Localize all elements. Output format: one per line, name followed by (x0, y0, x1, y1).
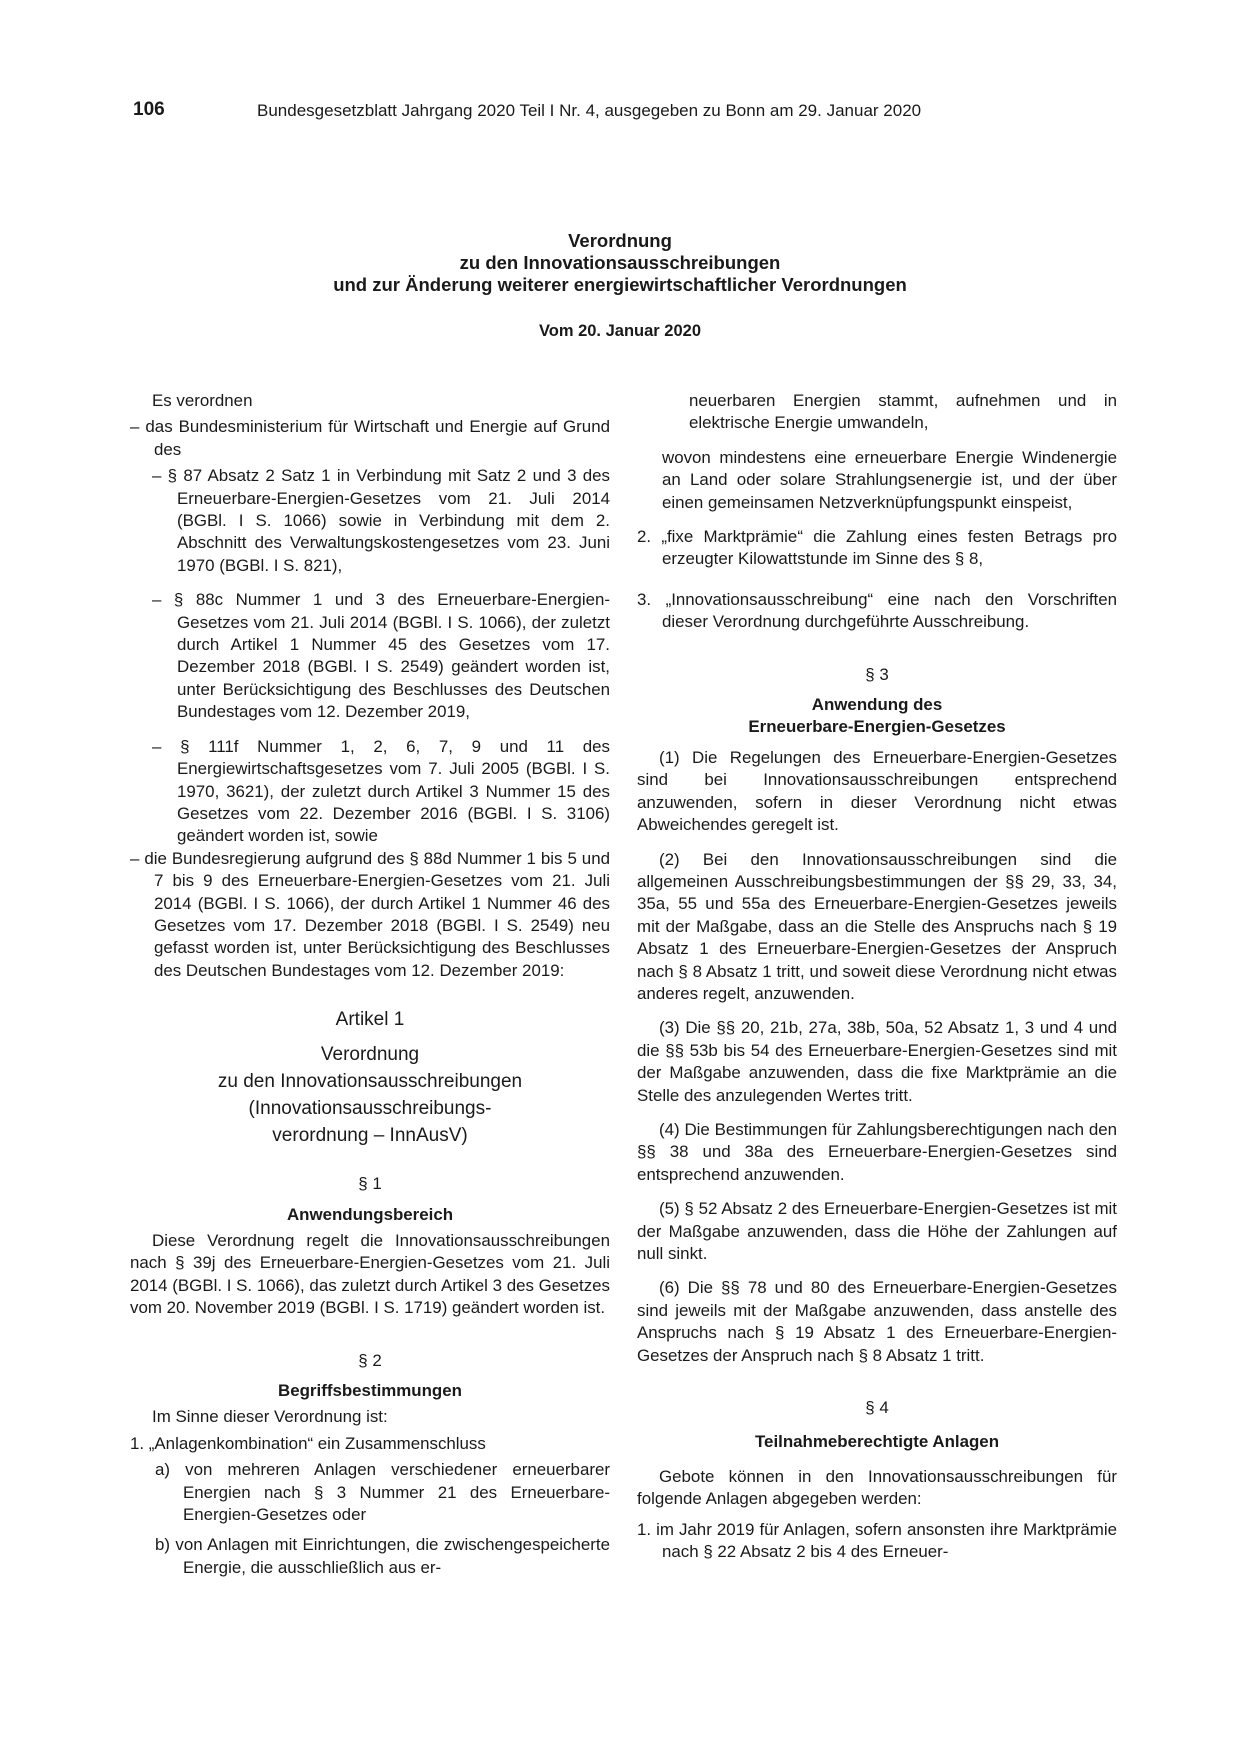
section-3-para-3: (3) Die §§ 20, 21b, 27a, 38b, 50a, 52 Absatz 1, 3 und 4 und die §§ 53b bis 54 des Erneuerbare-Energien-Gesetzes sind mit der Maßgabe anzuwenden, dass die fixe Marktprämie an die Stelle des anzulegenden Wertes tritt. (637, 1018, 1117, 1105)
section-2-wovon: wovon mindestens eine erneuerbare Energie Windenergie an Land oder solare Strahlungsenergie ist, und der über einen gemeinsamen Netzverknüpfungspunkt einspeist, (662, 447, 1117, 512)
section-2-item-2: 2. „fixe Marktprämie“ die Zahlung eines festen Betrags pro erzeugter Kilowattstunde im Sinne des § 8, (637, 527, 1117, 569)
section-2-number: § 2 (358, 1350, 382, 1370)
section-2-item-3: 3. „Innovationsausschreibung“ eine nach den Vorschriften dieser Verordnung durchgeführte Ausschreibung. (637, 589, 1117, 632)
section-2-title: Begriffsbestimmungen (278, 1381, 462, 1400)
document-title (180, 230, 1060, 296)
article-heading (130, 1006, 610, 1149)
list-item-bundesregierung: – die Bundesregierung aufgrund des § 88d Nummer 1 bis 5 und 7 bis 9 des Erneuerbare-Energien-Gesetzes vom 21. Juli 2014 (BGBl. I S. 1066), der durch Artikel 1 Nummer 46 des Gesetzes vom 17. Dezember 2018 (BGBl. I S. 2549) neu gefasst worden ist, unter Berücksichtigung des Beschlusses des Deutschen Bundestages vom 12. Dezember 2019: (130, 848, 610, 980)
section-4-intro: Gebote können in den Innovationsausschreibungen für folgende Anlagen abgegeben werden: (637, 1466, 1117, 1509)
section-4-item-1: 1. im Jahr 2019 für Anlagen, sofern ansonsten ihre Marktprämie nach § 22 Absatz 2 bis 4 des Erneuer- (637, 1519, 1117, 1562)
title-line-2: zu den Innovationsausschreibungen (459, 252, 781, 273)
article-title-1: Verordnung (320, 1044, 420, 1066)
section-1-text: Diese Verordnung regelt die Innovationsausschreibungen nach § 39j des Erneuerbare-Energien-Gesetzes vom 21. Juli 2014 (BGBl. I S. 1066), das zuletzt durch Artikel 3 des Gesetzes vom 20. November 2019 (BGBl. I S. 1719) geändert worden ist. (130, 1230, 610, 1318)
section-4-title: Teilnahmeberechtigte Anlagen (754, 1432, 1000, 1452)
section-3-para-2: (2) Bei den Innovationsausschreibungen sind die allgemeinen Ausschreibungsbestimmungen der §§ 29, 33, 34, 35a, 55 und 55a des Erneuerbare-Energien-Gesetzes jeweils mit der Maßgabe, dass an die Stelle des Anspruchs nach § 19 Absatz 1 des Erneuerbare-Energien-Gesetzes der Anspruch nach § 8 Absatz 1 tritt, und soweit diese Verordnung nicht etwas anderes regelt, anzuwenden. (637, 849, 1117, 1003)
article-title-2: zu den Innovationsausschreibungen (217, 1071, 523, 1093)
running-header: Bundesgesetzblatt Jahrgang 2020 Teil I Nr. 4, ausgegeben zu Bonn am 29. Januar 2020 (257, 101, 922, 120)
section-2-item-1b-continued: neuerbaren Energien stammt, aufnehmen und in elektrische Energie umwandeln, (689, 391, 1117, 433)
section-2-item-1b: b) von Anlagen mit Einrichtungen, die zwischengespeicherte Energie, die ausschließlich aus er- (155, 1535, 610, 1577)
page-number: 106 (133, 99, 165, 120)
list-subitem-88c: – § 88c Nummer 1 und 3 des Erneuerbare-Energien-Gesetzes vom 21. Juli 2014 (BGBl. I S. 1066), der zuletzt durch Artikel 1 Nummer 45 des Gesetzes vom 17. Dezember 2018 (BGBl. I S. 2549) geändert worden ist, unter Berücksichtigung des Beschlusses des Deutschen Bundestages vom 12. Dezember 2019, (152, 590, 610, 722)
section-3-para-5: (5) § 52 Absatz 2 des Erneuerbare-Energien-Gesetzes ist mit der Maßgabe anzuwenden, dass die Höhe der Zahlungen auf null sinkt. (637, 1199, 1117, 1263)
list-item-bmwi: – das Bundesministerium für Wirtschaft und Energie auf Grund des (130, 417, 610, 459)
section-4-number: § 4 (865, 1398, 889, 1418)
section-3-title-2: Erneuerbare-Energien-Gesetzes (748, 717, 1006, 737)
article-title-4: verordnung – InnAusV) (272, 1125, 468, 1147)
section-3-title-1: Anwendung des (811, 695, 943, 715)
section-2-intro: Im Sinne dieser Verordnung ist: (152, 1407, 388, 1427)
title-line-3: und zur Änderung weiterer energiewirtschaftlicher Verordnungen (333, 274, 907, 295)
section-3-number: § 3 (865, 664, 889, 684)
section-1-number: § 1 (358, 1174, 382, 1194)
article-label: Artikel 1 (335, 1009, 405, 1031)
section-1-title: Anwendungsbereich (286, 1204, 454, 1224)
section-2-item-1: 1. „Anlagenkombination“ ein Zusammenschluss (130, 1433, 486, 1453)
list-subitem-87: – § 87 Absatz 2 Satz 1 in Verbindung mit Satz 2 und 3 des Erneuerbare-Energien-Gesetzes vom 21. Juli 2014 (BGBl. I S. 1066) sowie in Verbindung mit dem 2. Abschnitt des Verwaltungskostengesetzes vom 23. Juni 1970 (BGBl. I S. 821), (152, 466, 610, 575)
title-line-1: Verordnung (568, 230, 672, 251)
left-column (130, 390, 610, 1579)
right-column (637, 390, 1117, 1563)
list-subitem-111f: – § 111f Nummer 1, 2, 6, 7, 9 und 11 des Energiewirtschaftsgesetzes vom 7. Juli 2005 (BGBl. I S. 1970, 3621), der zuletzt durch Artikel 3 Nummer 15 des Gesetzes vom 22. Dezember 2016 (BGBl. I S. 3106) geändert worden ist, sowie (152, 736, 610, 846)
intro-text: Es verordnen (152, 391, 253, 410)
section-3-para-6: (6) Die §§ 78 und 80 des Erneuerbare-Energien-Gesetzes sind jeweils mit der Maßgabe anzuwenden, dass anstelle des Anspruchs nach § 19 Absatz 1 des Erneuerbare-Energien-Gesetzes der Anspruch nach § 8 Absatz 1 tritt. (637, 1278, 1117, 1365)
section-3-para-4: (4) Die Bestimmungen für Zahlungsberechtigungen nach den §§ 38 und 38a des Erneuerbare-Energien-Gesetzes sind entsprechend anzuwenden. (637, 1119, 1117, 1184)
article-title-3: (Innovationsausschreibungs- (248, 1098, 492, 1120)
section-3-para-1: (1) Die Regelungen des Erneuerbare-Energien-Gesetzes sind bei Innovationsausschreibungen entsprechend anzuwenden, sofern in dieser Verordnung nicht etwas Abweichendes geregelt ist. (637, 747, 1117, 835)
document-date: Vom 20. Januar 2020 (538, 322, 702, 340)
section-2-item-1a: a) von mehreren Anlagen verschiedener erneuerbarer Energien nach § 3 Nummer 21 des Erneuerbare-Energien-Gesetzes oder (155, 1460, 610, 1525)
